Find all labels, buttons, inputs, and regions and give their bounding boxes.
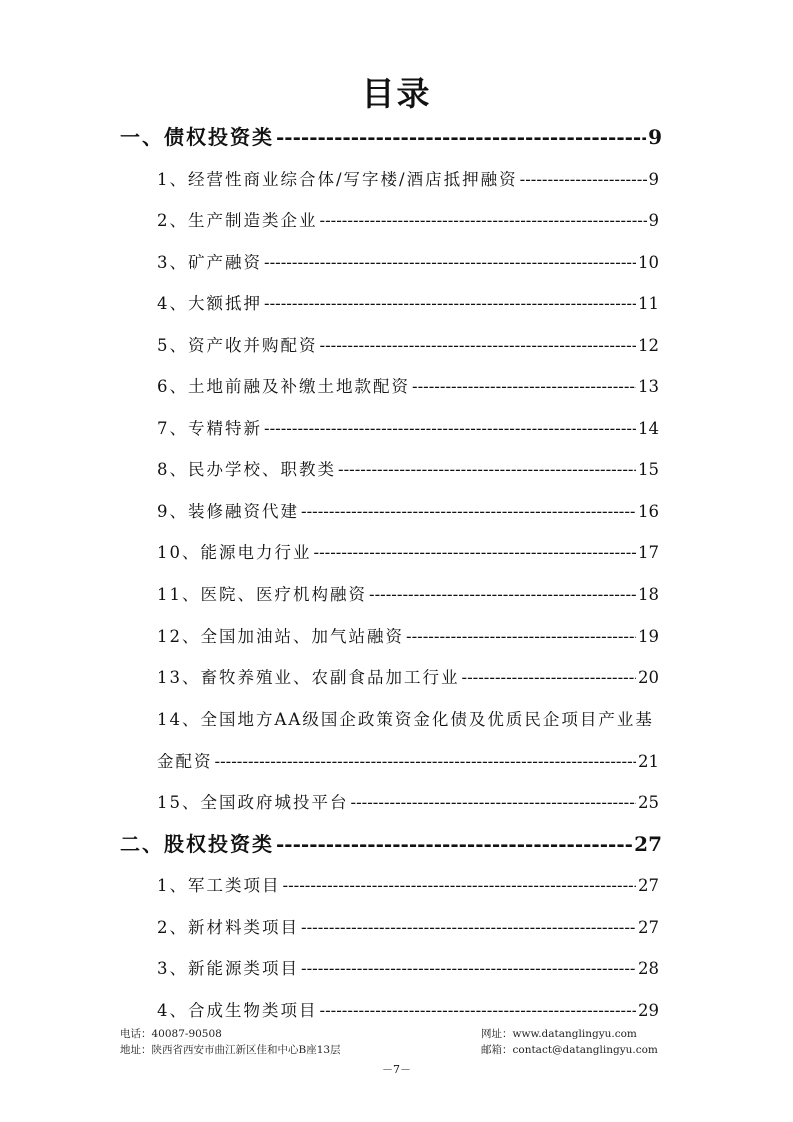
toc-leader (264, 416, 636, 442)
toc-page-number: 9 (648, 125, 662, 149)
toc-entry[interactable] (157, 291, 659, 317)
toc-entry[interactable] (157, 499, 659, 525)
toc-entry-label: 3、矿产融资 (157, 253, 262, 272)
toc-page-number: 10 (638, 253, 659, 272)
toc-page-number: 12 (638, 336, 659, 355)
toc-entry[interactable] (157, 416, 659, 442)
toc-entry[interactable] (157, 333, 659, 359)
footer-website[interactable]: 网址：www.datanglingyu.com (481, 1028, 637, 1040)
toc-page-number: 25 (638, 793, 659, 812)
toc-entry[interactable] (157, 790, 659, 816)
toc-entry-label: 6、土地前融及补缴土地款配资 (157, 377, 410, 396)
toc-leader (412, 374, 636, 400)
toc-entry-label: 7、专精特新 (157, 419, 262, 438)
toc-entry[interactable] (157, 915, 659, 941)
toc-leader (314, 540, 637, 566)
toc-entry[interactable] (157, 624, 659, 650)
toc-page-number: 20 (638, 668, 659, 687)
toc-leader (369, 582, 636, 608)
toc-entry-label: 15、全国政府城投平台 (157, 793, 349, 812)
toc-leader (320, 333, 637, 359)
toc-entry[interactable] (157, 956, 659, 982)
toc-entry[interactable] (157, 208, 659, 234)
toc-page-number: 14 (638, 419, 659, 438)
toc-entry-wrapped-line[interactable]: 14、全国地方AA级国企政策资金化债及优质民企项目产业基 (157, 710, 654, 729)
toc-page-number: 15 (638, 460, 659, 479)
toc-entry-label: 13、畜牧养殖业、农副食品加工行业 (157, 668, 460, 687)
toc-entry[interactable] (157, 749, 659, 775)
toc-entry[interactable] (157, 873, 659, 899)
toc-page-number: 13 (638, 377, 659, 396)
toc-page-number: 18 (638, 585, 659, 604)
footer-contact-left (120, 1026, 341, 1058)
toc-entry-label: 2、生产制造类企业 (157, 211, 318, 230)
toc-entry-label: 9、装修融资代建 (157, 502, 299, 521)
toc-entry[interactable] (157, 582, 659, 608)
toc-page-number: 21 (638, 752, 659, 771)
footer-address: 地址：陕西省西安市曲江新区佳和中心B座13层 (120, 1044, 341, 1056)
toc-entry[interactable] (157, 540, 659, 566)
toc-entry-label: 3、新能源类项目 (157, 959, 299, 978)
toc-page-number: 9 (648, 211, 659, 230)
toc-entry[interactable] (157, 250, 659, 276)
toc-entry-label: 5、资产收并购配资 (157, 336, 318, 355)
page-number: －7－ (382, 1063, 411, 1076)
toc-entry[interactable] (157, 374, 659, 400)
toc-leader (301, 499, 636, 525)
toc-leader (264, 291, 636, 317)
toc-leader (276, 829, 632, 859)
toc-leader (301, 956, 636, 982)
toc-entry-label: 4、大额抵押 (157, 294, 262, 313)
toc-entry-label: 12、全国加油站、加气站融资 (157, 627, 404, 646)
toc-leader (215, 749, 637, 775)
toc-entry-label: 1、经营性商业综合体/写字楼/酒店抵押融资 (157, 170, 518, 189)
toc-entry-label: 11、医院、医疗机构融资 (157, 585, 367, 604)
toc-section-label: 一、债权投资类 (120, 125, 274, 149)
footer-email[interactable]: 邮箱：contact@datanglingyu.com (481, 1044, 658, 1056)
footer-phone: 电话：40087-90508 (120, 1028, 222, 1040)
toc-page-number: 19 (638, 627, 659, 646)
toc-page-number: 27 (634, 832, 662, 856)
toc-leader (320, 998, 637, 1024)
toc-entry[interactable] (157, 167, 659, 193)
toc-leader (406, 624, 636, 650)
toc-entry-label: 2、新材料类项目 (157, 918, 299, 937)
toc-leader (283, 873, 637, 899)
toc-page-number: 17 (638, 543, 659, 562)
toc-entry[interactable] (157, 998, 659, 1024)
toc-entry-label: 1、军工类项目 (157, 876, 281, 895)
toc-leader (351, 790, 637, 816)
toc-leader (264, 250, 636, 276)
footer-contact-right (481, 1026, 658, 1058)
toc-entry[interactable] (157, 665, 659, 691)
toc-leader (520, 167, 647, 193)
page-title: 目录 (361, 74, 432, 113)
toc-page-number: 27 (638, 876, 659, 895)
toc-leader (462, 665, 637, 691)
toc-section-debt[interactable] (120, 122, 662, 152)
toc-entry-label: 8、民办学校、职教类 (157, 460, 336, 479)
toc-page-number: 28 (638, 959, 659, 978)
toc-entry[interactable] (157, 457, 659, 483)
toc-leader (301, 915, 636, 941)
toc-page-number: 29 (638, 1001, 659, 1020)
toc-entry-label: 金配资 (157, 752, 213, 771)
toc-page-number: 16 (638, 502, 659, 521)
toc-leader (338, 457, 636, 483)
toc-leader (320, 208, 647, 234)
toc-entry-label: 4、合成生物类项目 (157, 1001, 318, 1020)
toc-leader (276, 122, 646, 152)
toc-section-equity[interactable] (120, 829, 662, 859)
toc-entry-label: 10、能源电力行业 (157, 543, 312, 562)
toc-page-number: 11 (638, 294, 659, 313)
toc-page-number: 9 (648, 170, 659, 189)
toc-page-number: 27 (638, 918, 659, 937)
toc-section-label: 二、股权投资类 (120, 832, 274, 856)
